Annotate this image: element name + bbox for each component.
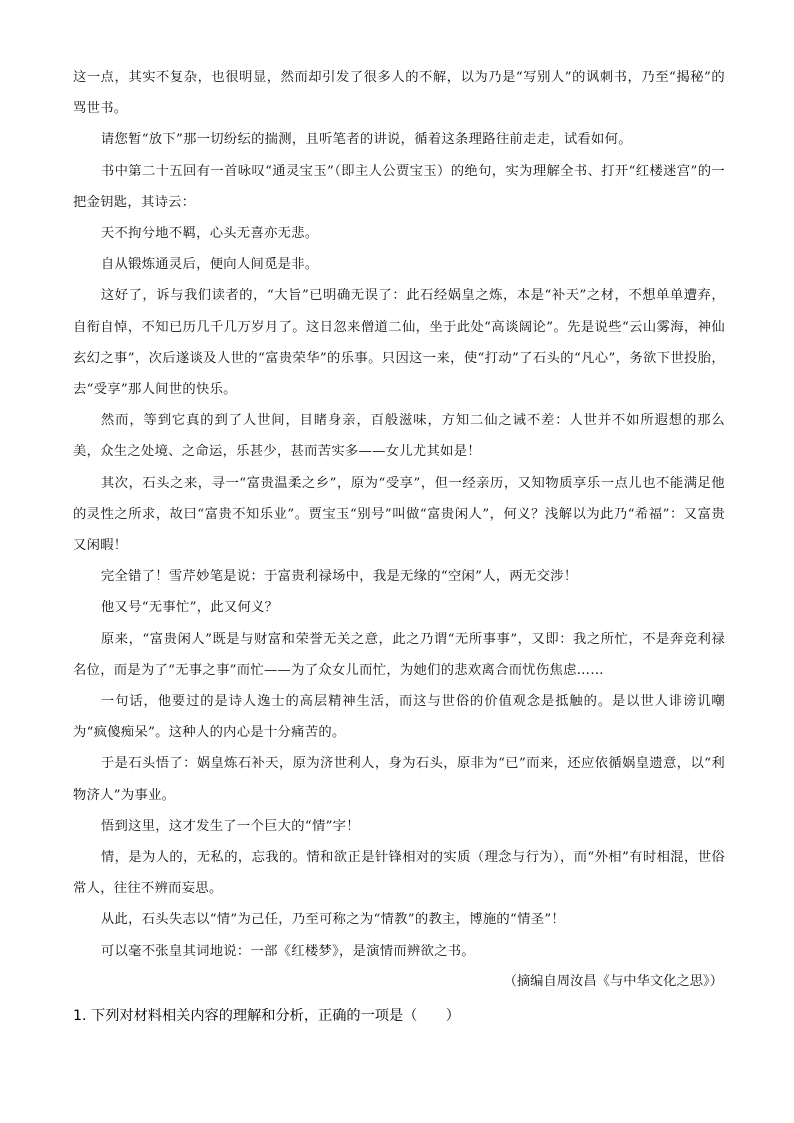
paragraph: 原来，“富贵闲人”既是与财富和荣誉无关之意，此之乃谓“无所事事”，又即：我之所忙，不是奔竞利禄名位，而是为了“无事之事”而忙——为了众女儿而忙，为她们的悲欢离合而忧伤焦虑…… [73, 631, 725, 678]
paragraph: 可以毫不张皇其词地说：一部《红楼梦》，是演情而辨欲之书。 [100, 943, 475, 959]
paragraph: 于是石头悟了：娲皇炼石补天，原为济世利人，身为石头，原非为“已”而来，还应依循娲皇遗意，以“利物济人”为事业。 [73, 756, 725, 803]
poem-line: 天不拘兮地不羁，心头无喜亦无悲。 [100, 226, 319, 242]
paragraph: 请您暂“放下”那一切纷纭的揣测，且听笔者的讲说，循着这条理路往前走走，试看如何。 [100, 132, 632, 148]
paragraph: 完全错了！雪芹妙笔是说：于富贵利禄场中，我是无缘的“空闲”人，两无交涉！ [100, 569, 578, 585]
document-page [73, 62, 725, 1031]
paragraph: 其次，石头之来，寻一“富贵温柔之乡”，原为“受享”，但一经亲历，又知物质享乐一点儿也不能满足他的灵性之所求，故曰“富贵不知乐业”。贾宝玉“别号”叫做“富贵闲人”，何义？浅解以为此乃“希福”：又富贵又闲暇！ [73, 475, 725, 554]
paragraph: 从此，石头失志以“情”为己任，乃至可称之为“情教”的教主，博施的“情圣”！ [100, 912, 566, 928]
paragraph: 这好了，诉与我们读者的，“大旨”已明确无误了：此石经娲皇之炼，本是“补天”之材，不想单单遭弃，自衔自悼，不知已历几千几万岁月了。这日忽来僧道二仙，坐于此处“高谈阔论”。先是说些“云山雾海，神仙玄幻之事”，次后遂谈及人世的“富贵荣华”的乐事。只因这一来，使“打动”了石头的“凡心”，务欲下世投胎，去“受享”那人间世的快乐。 [73, 288, 725, 398]
paragraph: 这一点，其实不复杂，也很明显，然而却引发了很多人的不解，以为乃是“写别人”的讽刺书，乃至“揭秘”的骂世书。 [73, 70, 725, 117]
paragraph: 一句话，他要过的是诗人逸士的高层精神生活，而这与世俗的价值观念是抵触的。是以世人诽谤讥嘲为“疯傻痴呆”。这种人的内心是十分痛苦的。 [73, 694, 725, 741]
question-stem: 1. 下列对材料相关内容的理解和分析，正确的一项是（ ） [73, 1007, 460, 1024]
paragraph: 情，是为人的，无私的，忘我的。情和欲正是针锋相对的实质（理念与行为），而“外相”有时相混，世俗常人，往往不辨而妄思。 [73, 850, 725, 897]
article-body [73, 62, 725, 967]
poem-line: 自从锻炼通灵后，便向人间觅是非。 [100, 257, 319, 273]
source-citation: （摘编自周汝昌《与中华文化之思》） [503, 973, 723, 989]
paragraph: 书中第二十五回有一首咏叹“通灵宝玉”（即主人公贾宝玉）的绝句，实为理解全书、打开“红楼迷宫”的一把金钥匙，其诗云： [73, 163, 725, 210]
paragraph: 悟到这里，这才发生了一个巨大的“情”字！ [100, 818, 360, 834]
paragraph: 然而，等到它真的到了人世间，目睹身亲，百般滋味，方知二仙之诫不差：人世并不如所遐想的那么美，众生之处境、之命运，乐甚少，甚而苦实多——女儿尤其如是！ [73, 413, 725, 460]
paragraph: 他又号“无事忙”，此又何义？ [100, 600, 279, 616]
